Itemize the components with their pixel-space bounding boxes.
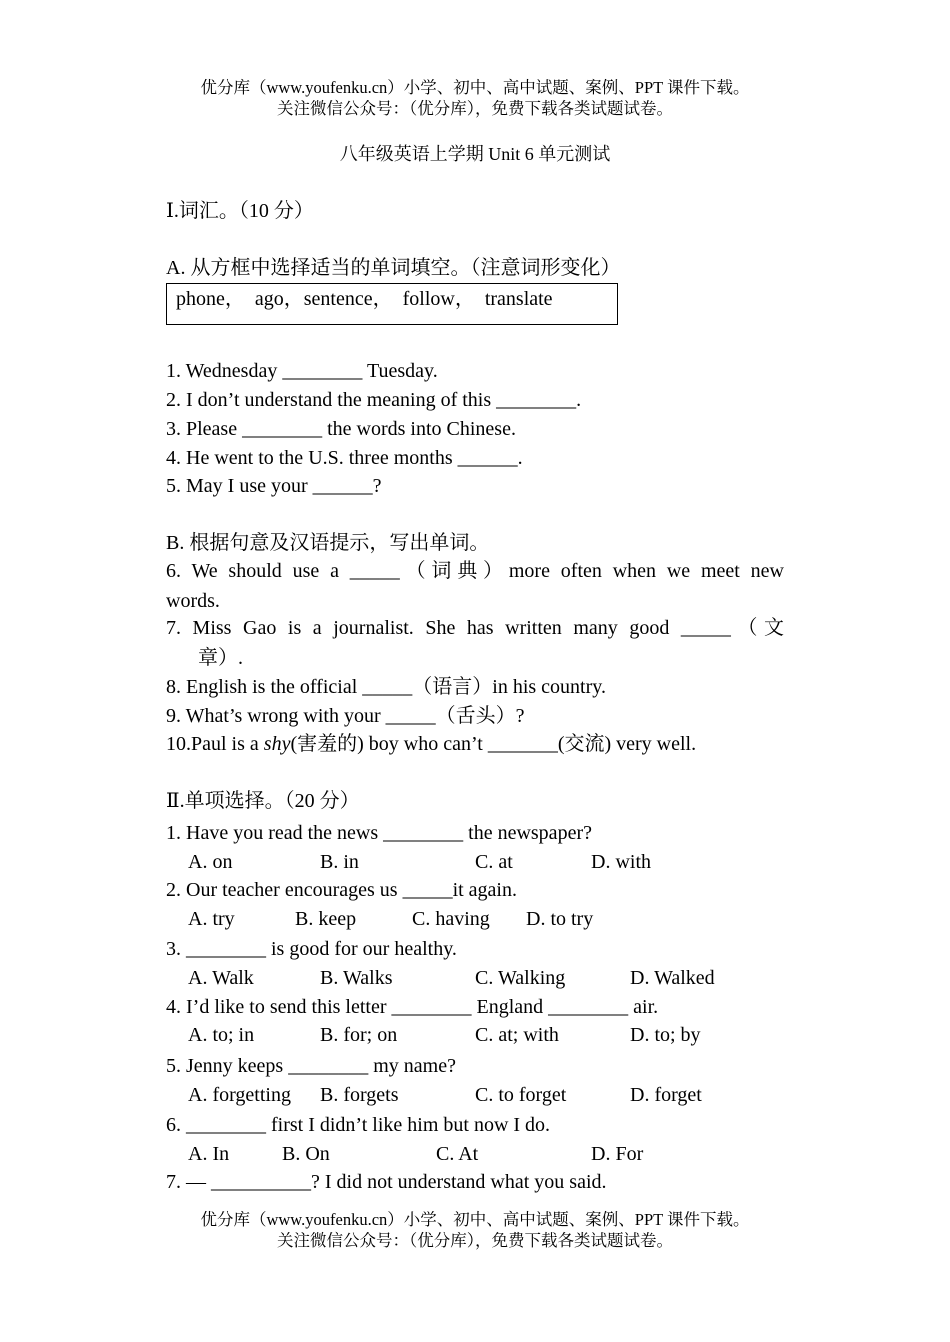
vocab-question-3: 3. Please ________ the words into Chinese. bbox=[166, 418, 516, 440]
vocab-question-7-cont: 章）. bbox=[198, 647, 243, 669]
vocab-question-1: 1. Wednesday ________ Tuesday. bbox=[166, 360, 438, 382]
mc-question-2: 2. Our teacher encourages us _____it again. bbox=[166, 879, 517, 901]
mc-q2-option-c: C. having bbox=[412, 908, 490, 930]
vocab-question-9: 9. What’s wrong with your _____（舌头）? bbox=[166, 705, 525, 727]
mc-q1-option-a: A. on bbox=[188, 851, 233, 873]
vocab-question-10 bbox=[166, 731, 696, 757]
mc-q4-option-a: A. to; in bbox=[188, 1024, 255, 1046]
mc-q1-option-d: D. with bbox=[591, 851, 651, 873]
word-box: phone， ago，sentence， follow， translate bbox=[166, 283, 618, 325]
mc-question-1: 1. Have you read the news ________ the newspaper? bbox=[166, 822, 592, 844]
mc-q3-option-a: A. Walk bbox=[188, 967, 254, 989]
q10-word: shy bbox=[263, 733, 291, 755]
mc-q1-option-b: B. in bbox=[320, 851, 359, 873]
mc-q6-option-d: D. For bbox=[591, 1143, 644, 1165]
vocab-question-5: 5. May I use your ______? bbox=[166, 475, 382, 497]
mc-q3-option-c: C. Walking bbox=[475, 967, 566, 989]
mc-question-5: 5. Jenny keeps ________ my name? bbox=[166, 1055, 456, 1077]
mc-question-3: 3. ________ is good for our healthy. bbox=[166, 938, 457, 960]
mc-q6-option-b: B. On bbox=[282, 1143, 330, 1165]
mc-q6-option-c: C. At bbox=[436, 1143, 479, 1165]
header-line-1: 优分库（www.youfenku.cn）小学、初中、高中试题、案例、PPT 课件下载。 bbox=[200, 78, 750, 97]
vocab-question-7: 7. Miss Gao is a journalist. She has written many good _____（文 bbox=[166, 617, 784, 639]
footer-line-2: 关注微信公众号：（优分库），免费下载各类试题试卷。 bbox=[277, 1231, 673, 1250]
vocab-question-8: 8. English is the official _____（语言）in his country. bbox=[166, 676, 606, 698]
vocab-question-2: 2. I don’t understand the meaning of this ________. bbox=[166, 389, 582, 411]
vocab-question-6-cont: words. bbox=[166, 590, 220, 612]
mc-q5-option-a: A. forgetting bbox=[188, 1084, 291, 1106]
mc-q5-option-d: D. forget bbox=[630, 1084, 702, 1106]
mc-q2-option-a: A. try bbox=[188, 908, 235, 930]
section-1-heading: Ⅰ.词汇。（10 分） bbox=[166, 200, 314, 222]
mc-q5-option-b: B. forgets bbox=[320, 1084, 399, 1106]
mc-q4-option-d: D. to; by bbox=[630, 1024, 701, 1046]
q10-post: (害羞的) boy who can’t _______(交流) very well. bbox=[290, 733, 697, 755]
mc-q1-option-c: C. at bbox=[475, 851, 513, 873]
part-b-heading: B. 根据句意及汉语提示，写出单词。 bbox=[166, 532, 490, 554]
mc-q3-option-b: B. Walks bbox=[320, 967, 393, 989]
mc-q5-option-c: C. to forget bbox=[475, 1084, 567, 1106]
part-a-heading: A. 从方框中选择适当的单词填空。（注意词形变化） bbox=[166, 257, 621, 279]
footer-line-1: 优分库（www.youfenku.cn）小学、初中、高中试题、案例、PPT 课件下载。 bbox=[200, 1210, 750, 1229]
mc-question-7: 7. — __________? I did not understand what you said. bbox=[166, 1171, 607, 1193]
section-2-heading: Ⅱ.单项选择。（20 分） bbox=[166, 790, 360, 812]
vocab-question-6: 6. We should use a _____（词典）more often when we meet new bbox=[166, 560, 784, 582]
mc-q6-option-a: A. In bbox=[188, 1143, 230, 1165]
mc-q2-option-b: B. keep bbox=[295, 908, 357, 930]
mc-q3-option-d: D. Walked bbox=[630, 967, 715, 989]
header-line-2: 关注微信公众号：（优分库），免费下载各类试题试卷。 bbox=[277, 99, 673, 118]
page-title: 八年级英语上学期 Unit 6 单元测试 bbox=[339, 144, 611, 164]
mc-q4-option-b: B. for; on bbox=[320, 1024, 398, 1046]
mc-q4-option-c: C. at; with bbox=[475, 1024, 559, 1046]
vocab-question-4: 4. He went to the U.S. three months ______. bbox=[166, 447, 523, 469]
mc-q2-option-d: D. to try bbox=[526, 908, 594, 930]
q10-pre: 10.Paul is a bbox=[166, 733, 264, 755]
mc-question-6: 6. ________ first I didn’t like him but now I do. bbox=[166, 1114, 551, 1136]
mc-question-4: 4. I’d like to send this letter ________ England ________ air. bbox=[166, 996, 659, 1018]
